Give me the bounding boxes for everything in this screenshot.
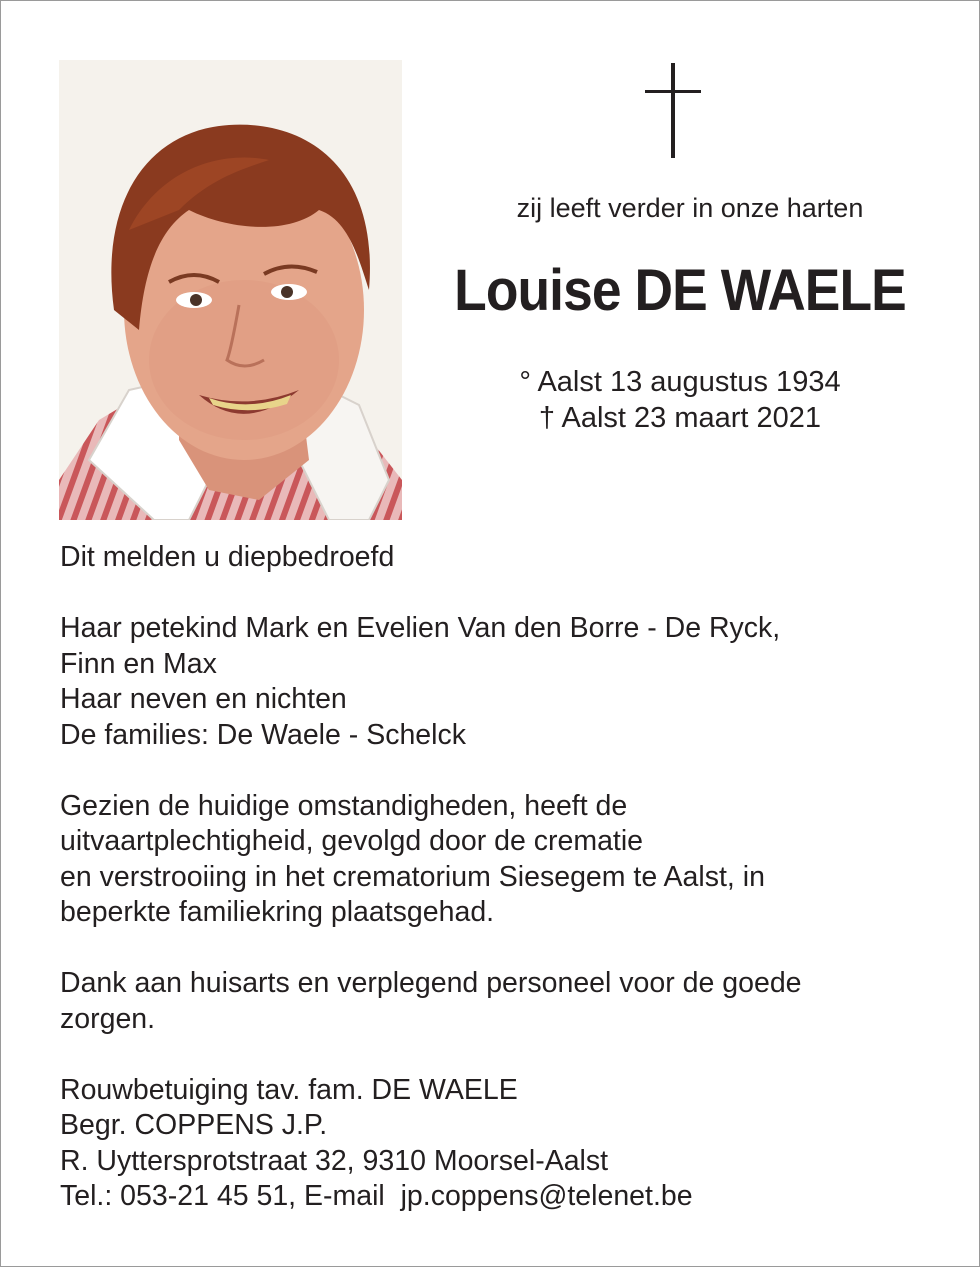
deceased-name: Louise DE WAELE <box>454 258 906 323</box>
thanks-line: Dank aan huisarts en verplegend personeel voor de goede <box>60 967 802 999</box>
ceremony-line: uitvaartplechtigheid, gevolgd door de crematie <box>60 825 644 857</box>
motto: zij leeft verder in onze harten <box>516 193 864 223</box>
contact-line: R. Uyttersprotstraat 32, 9310 Moorsel-Aalst <box>60 1144 609 1177</box>
ceremony-line: Gezien de huidige omstandigheden, heeft de <box>60 789 628 822</box>
ceremony-line: beperkte familiekring plaatsgehad. <box>60 896 495 928</box>
birth-line: ° Aalst 13 augustus 1934 <box>519 366 841 398</box>
life-dates <box>420 364 940 436</box>
announcement-line: Dit melden u diepbedroefd <box>60 541 395 573</box>
contact-line: Rouwbetuiging tav. fam. DE WAELE <box>60 1073 518 1106</box>
announcement-body <box>60 540 940 1215</box>
family-line: Haar neven en nichten <box>60 683 347 715</box>
death-line: † Aalst 23 maart 2021 <box>538 402 822 434</box>
thanks-line: zorgen. <box>60 1002 156 1035</box>
contact-line: Begr. COPPENS J.P. <box>60 1109 328 1141</box>
ceremony-line: en verstrooiing in het crematorium Siesegem te Aalst, in <box>60 860 765 893</box>
cross-icon <box>645 63 701 158</box>
family-line: De families: De Waele - Schelck <box>60 718 466 751</box>
portrait-photo <box>59 60 402 520</box>
family-line: Haar petekind Mark en Evelien Van den Borre - De Ryck, <box>60 612 781 644</box>
contact-line: Tel.: 053-21 45 51, E-mail jp.coppens@telenet.be <box>60 1180 693 1212</box>
family-line: Finn en Max <box>60 647 217 680</box>
